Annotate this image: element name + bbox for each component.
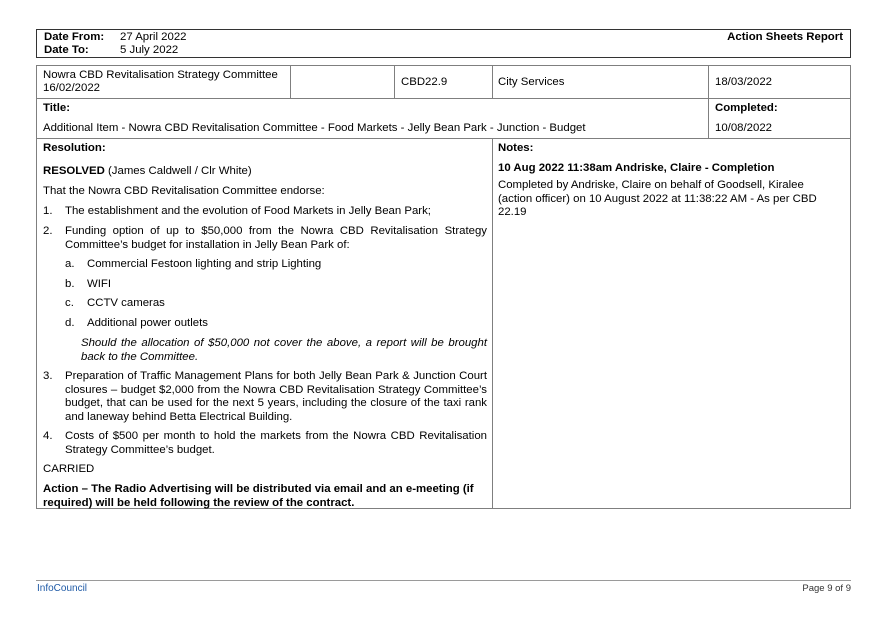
action-text: Action – The Radio Advertising will be distributed via email and an e-meeting (if required) will be held following the review of the contract. [43,483,474,509]
action-date: 18/03/2022 [715,76,773,88]
completed-date: 10/08/2022 [715,122,773,134]
subitem-a-text: Commercial Festoon lighting and strip Lighting [87,258,322,270]
meeting-date: 16/02/2022 [43,82,101,94]
resolution-intro: That the Nowra CBD Revitalisation Committee endorse: [43,185,325,197]
notes-label: Notes: [498,142,534,154]
item-3-text: Preparation of Traffic Management Plans for both Jelly Bean Park & Junction Court closures – budget $2,000 from the Nowra CBD Revitalisation Strategy Committee’s budget, that can be used for the next 5 years, including the closure of the taxi rank and laneway behind Betta Electrical Building. [65,370,487,423]
item-3-number: 3. [43,370,53,382]
subitem-b-number: b. [65,278,75,290]
item-1-text: The establishment and the evolution of Food Markets in Jelly Bean Park; [65,205,431,217]
completed-cell [708,98,851,139]
resolved-word: RESOLVED [43,165,105,177]
page-number: Page 9 of 9 [802,583,851,594]
subitem-a-number: a. [65,258,75,270]
date-from-value: 27 April 2022 [120,31,187,43]
report-title: Action Sheets Report [727,31,843,43]
completed-label: Completed: [715,102,778,114]
note-heading: 10 Aug 2022 11:38am Andriske, Claire - Completion [498,162,775,174]
department: City Services [498,76,565,88]
resolution-cell [36,138,493,509]
footer-brand: InfoCouncil [37,583,88,594]
title-label: Title: [43,102,71,114]
movers: (James Caldwell / Clr White) [108,165,252,177]
date-from-label: Date From: [44,31,105,43]
committee-name: Nowra CBD Revitalisation Strategy Committee [43,69,278,81]
item-2-text: Funding option of up to $50,000 from the Nowra CBD Revitalisation Strategy Committee’s budget for installation in Jelly Bean Park of: [65,225,487,251]
meeting-action-date-cell [708,65,851,99]
footer-divider [36,580,851,581]
item-1-number: 1. [43,205,53,217]
committee-cell [36,65,291,99]
subitem-c-number: c. [65,297,74,309]
date-to-label: Date To: [44,44,89,56]
subitem-b-text: WIFI [87,278,112,290]
subitem-c-text: CCTV cameras [87,297,165,309]
resolution-label: Resolution: [43,142,106,154]
note-text: Completed by Andriske, Claire on behalf of Goodsell, Kiralee (action officer) on 10 August 2022 at 11:38:22 AM - As per CBD 22.19 [498,179,817,218]
item-4-number: 4. [43,430,53,442]
item-number: CBD22.9 [401,76,448,88]
allocation-note: Should the allocation of $50,000 not cover the above, a report will be brought back to the Committee. [81,337,487,363]
item-title: Additional Item - Nowra CBD Revitalisation Committee - Food Markets - Jelly Bean Park - Junction - Budget [43,122,586,134]
item-2-number: 2. [43,225,53,237]
blank-cell [290,65,395,99]
notes-cell [492,138,851,509]
date-to-value: 5 July 2022 [120,44,179,56]
department-cell [492,65,709,99]
subitem-d-number: d. [65,317,75,329]
item-number-cell [394,65,493,99]
resolved-line [43,165,252,179]
report-header [36,29,851,58]
item-4-text: Costs of $500 per month to hold the markets from the Nowra CBD Revitalisation Strategy Committee’s budget. [65,430,487,456]
subitem-d-text: Additional power outlets [87,317,208,329]
carried-text: CARRIED [43,463,95,475]
title-cell [36,98,709,139]
